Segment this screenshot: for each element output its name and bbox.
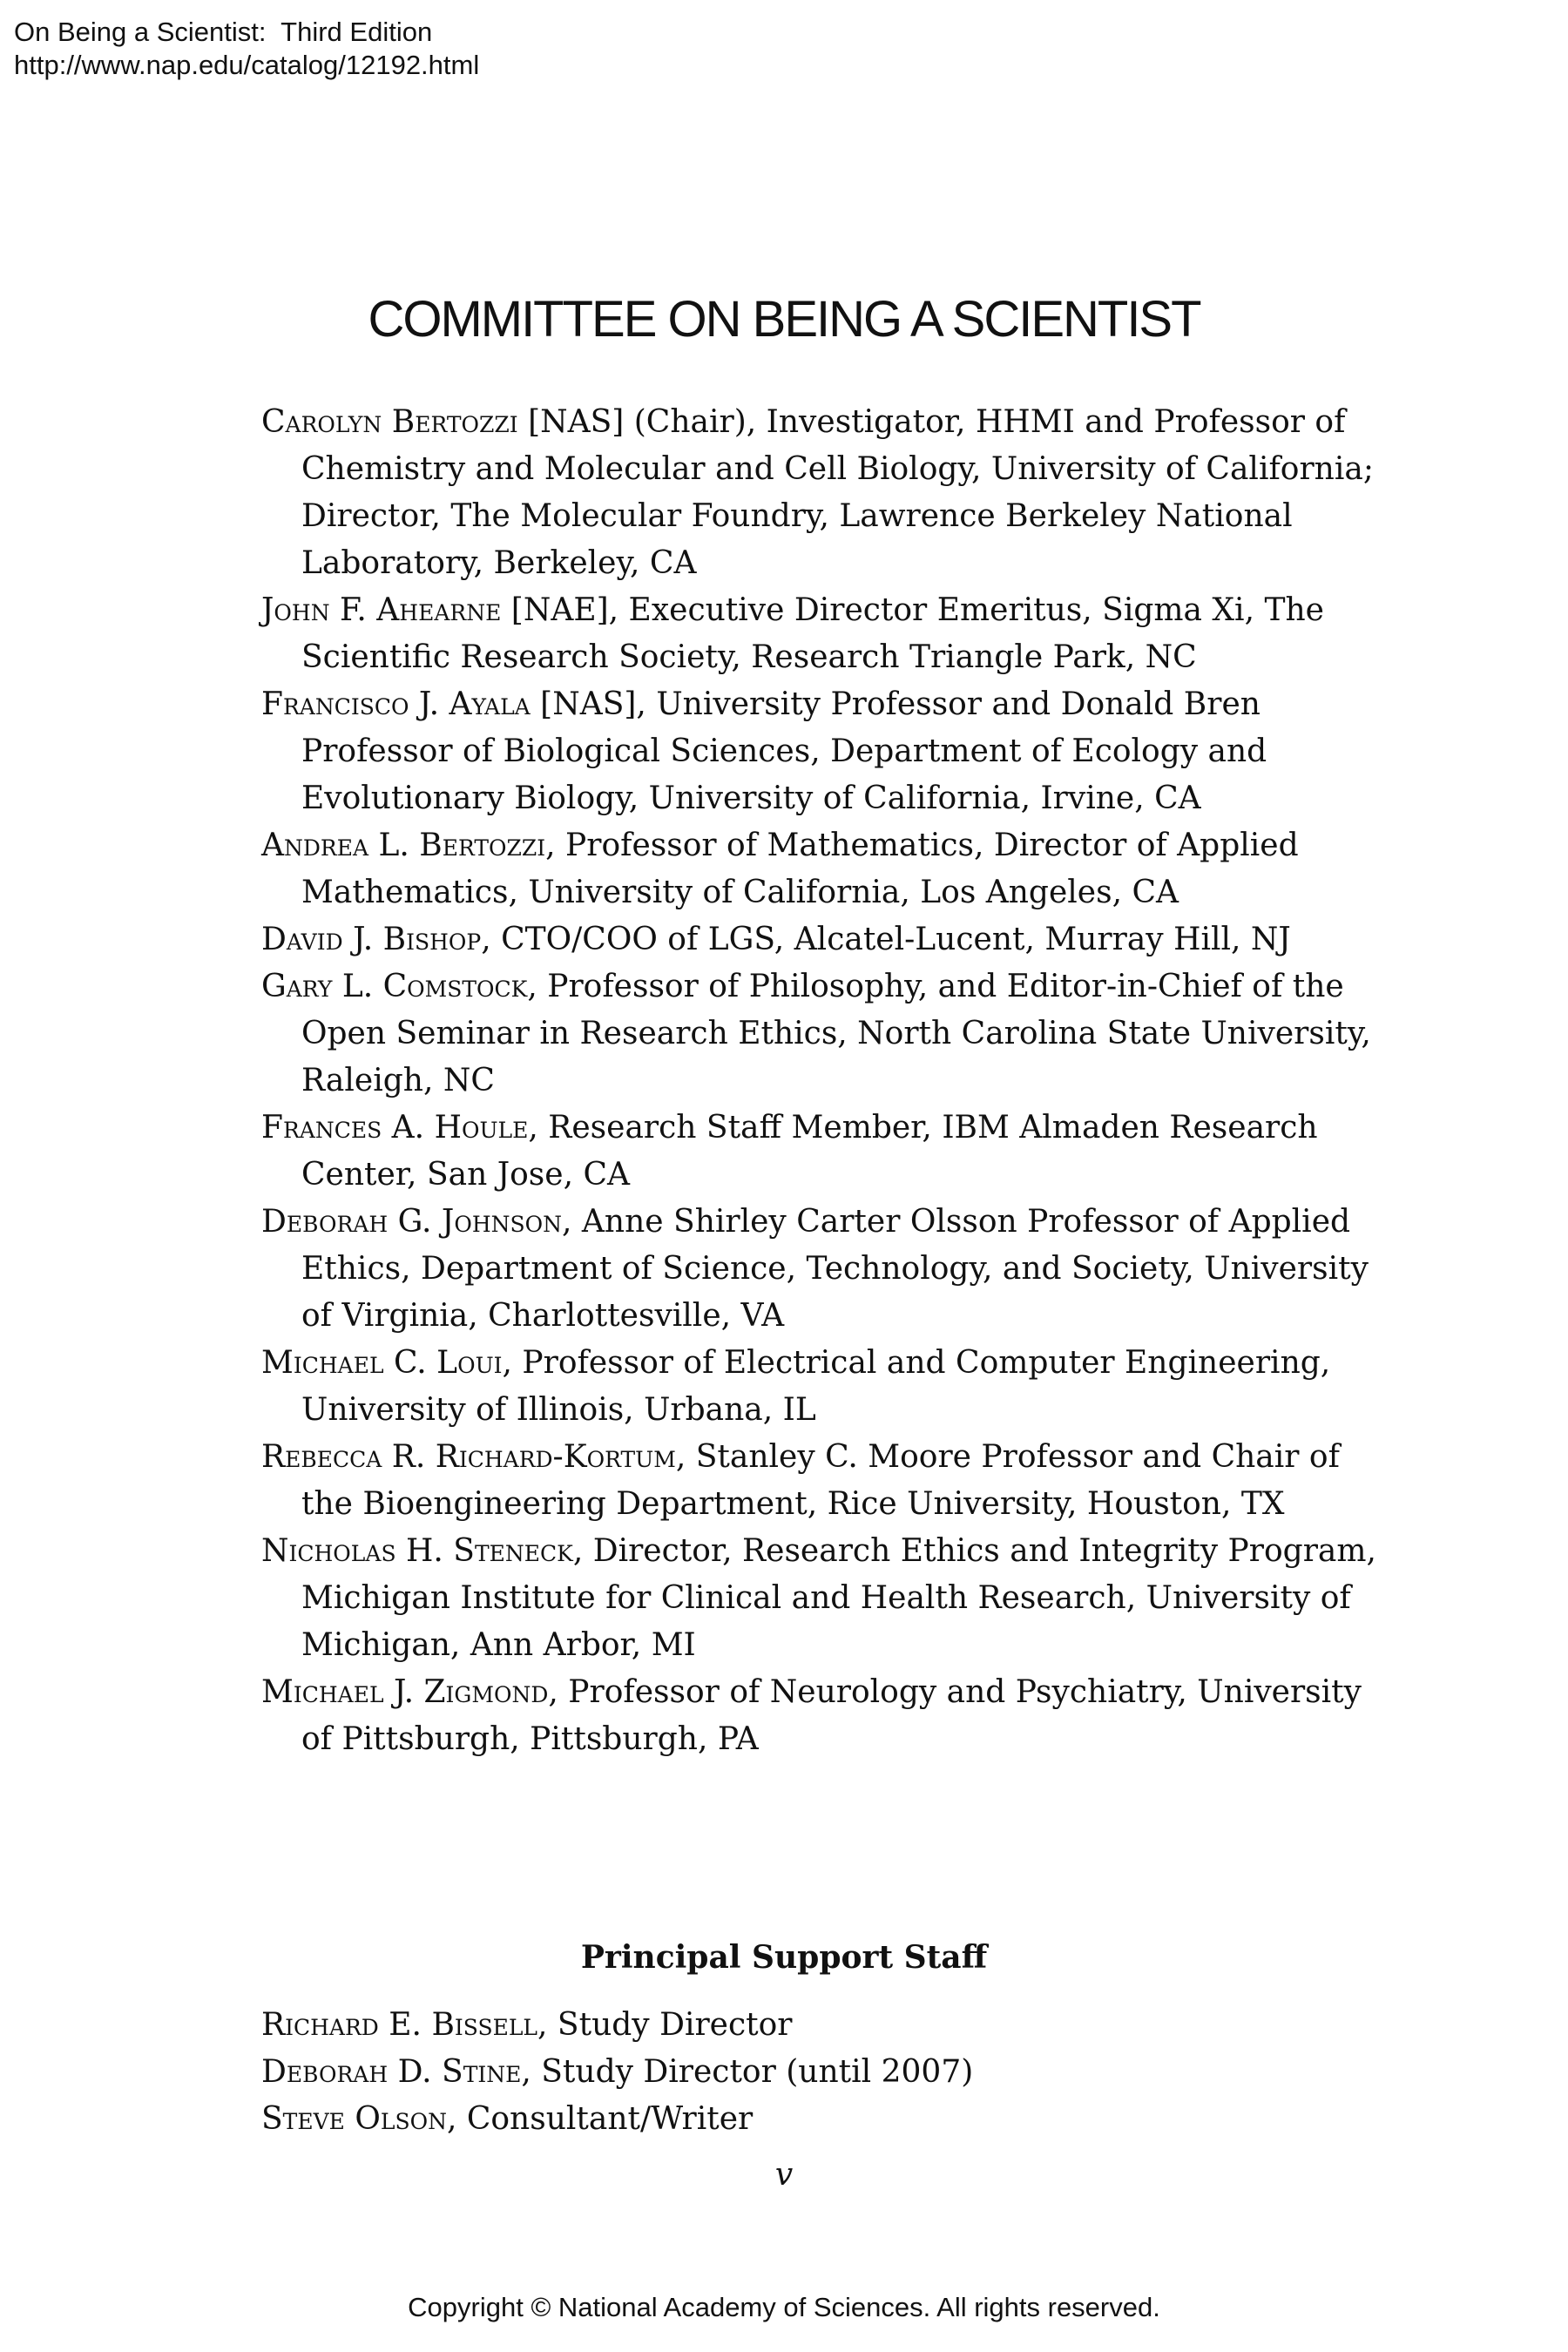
member-name: Gary L. Comstock — [261, 969, 528, 1004]
committee-member-list — [261, 399, 1394, 1763]
staff-list — [261, 2002, 1394, 2143]
member-description: , Research Staff Member, IBM Almaden Research Center, San Jose, CA — [301, 1110, 1318, 1193]
member-name: Francisco J. Ayala — [261, 686, 531, 722]
member-entry — [261, 1199, 1394, 1340]
member-description: , Professor of Neurology and Psychiatry, University of Pittsburgh, Pittsburgh, PA — [301, 1674, 1362, 1757]
member-description: [NAS] (Chair), Investigator, HHMI and Professor of Chemistry and Molecular and Cell Biology, University of California; Director, The Molecular Foundry, Lawrence Berkeley National Laboratory, Berkeley, CA — [301, 404, 1374, 581]
member-name: Andrea L. Bertozzi — [261, 828, 546, 863]
staff-heading: Principal Support Staff — [580, 1939, 988, 1976]
member-entry — [261, 399, 1394, 587]
staff-role: , Study Director — [537, 2007, 793, 2043]
member-name: Michael J. Zigmond — [261, 1674, 549, 1710]
member-entry — [261, 1434, 1394, 1528]
member-name: John F. Ahearne — [261, 592, 502, 628]
member-entry — [261, 963, 1394, 1105]
member-description: , Professor of Mathematics, Director of Applied Mathematics, University of California, Los Angeles, CA — [301, 828, 1299, 910]
member-entry — [261, 916, 1394, 963]
header-title: On Being a Scientist: Third Edition — [14, 17, 433, 47]
member-entry — [261, 1669, 1394, 1763]
staff-name: Richard E. Bissell — [261, 2007, 538, 2043]
member-entry — [261, 822, 1394, 916]
staff-name: Deborah D. Stine — [261, 2054, 522, 2090]
header-url: http://www.nap.edu/catalog/12192.html — [14, 50, 480, 80]
staff-name: Steve Olson — [261, 2101, 447, 2137]
member-description: , Professor of Philosophy, and Editor-in-Chief of the Open Seminar in Research Ethics, North Carolina State University, Raleigh, NC — [301, 969, 1371, 1098]
member-description: , Director, Research Ethics and Integrity Program, Michigan Institute for Clinical and Health Research, University of Michigan, Ann Arbor, MI — [301, 1533, 1376, 1663]
staff-entry — [261, 2096, 1394, 2143]
staff-entry — [261, 2002, 1394, 2049]
member-name: Frances A. Houle — [261, 1110, 529, 1146]
member-name: Nicholas H. Steneck — [261, 1533, 573, 1569]
staff-role: , Study Director (until 2007) — [521, 2054, 974, 2090]
staff-role: , Consultant/Writer — [446, 2101, 754, 2137]
member-description: [NAE], Executive Director Emeritus, Sigma Xi, The Scientific Research Society, Research Triangle Park, NC — [301, 592, 1324, 675]
staff-entry — [261, 2049, 1394, 2096]
page-title: COMMITTEE ON BEING A SCIENTIST — [368, 291, 1200, 348]
copyright-footer: Copyright © National Academy of Sciences. All rights reserved. — [408, 2292, 1160, 2322]
member-name: Deborah G. Johnson — [261, 1204, 563, 1240]
member-name: Carolyn Bertozzi — [261, 404, 518, 440]
member-description: , Stanley C. Moore Professor and Chair of the Bioengineering Department, Rice University, Houston, TX — [301, 1439, 1340, 1522]
page-number: v — [774, 2157, 794, 2193]
member-description: , Anne Shirley Carter Olsson Professor of Applied Ethics, Department of Science, Technology, and Society, University of Virginia, Charlottesville, VA — [301, 1204, 1369, 1334]
member-entry — [261, 1105, 1394, 1199]
member-description: , Professor of Electrical and Computer Engineering, University of Illinois, Urbana, IL — [301, 1345, 1331, 1428]
document-header — [14, 16, 479, 82]
member-entry — [261, 1528, 1394, 1669]
member-description: [NAS], University Professor and Donald Bren Professor of Biological Sciences, Department of Ecology and Evolutionary Biology, University of California, Irvine, CA — [301, 686, 1267, 816]
member-description: , CTO/COO of LGS, Alcatel-Lucent, Murray Hill, NJ — [481, 922, 1291, 957]
member-entry — [261, 1340, 1394, 1434]
member-entry — [261, 681, 1394, 822]
member-name: Rebecca R. Richard-Kortum — [261, 1439, 676, 1475]
member-entry — [261, 587, 1394, 681]
member-name: Michael C. Loui — [261, 1345, 503, 1381]
member-name: David J. Bishop — [261, 922, 482, 957]
